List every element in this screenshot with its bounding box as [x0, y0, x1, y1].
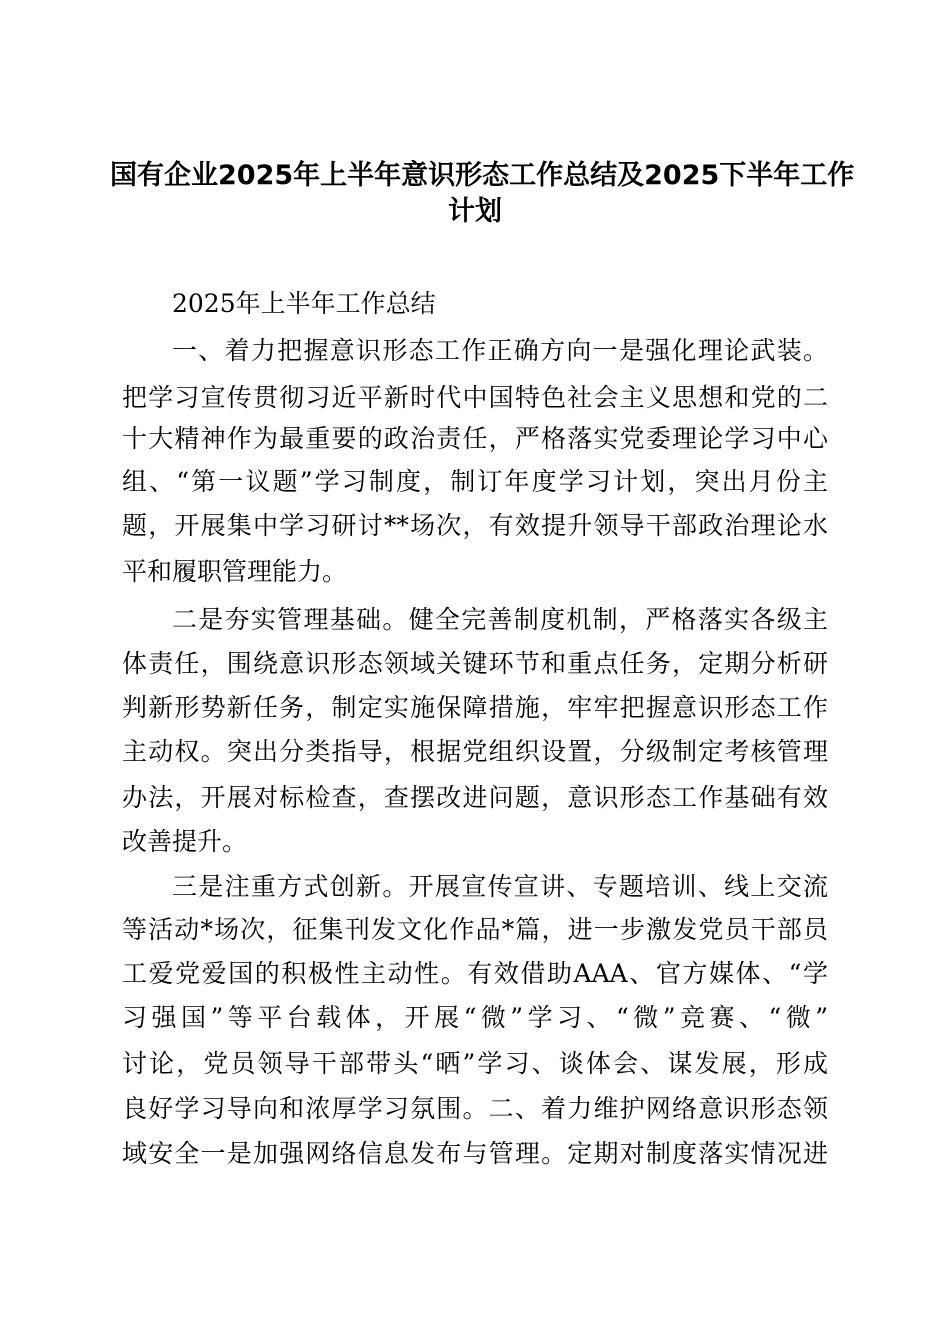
- paragraph-line: 工爱党爱国的积极性主动性。有效借助AAA、官方媒体、“学: [122, 959, 828, 988]
- paragraph-line: 办法，开展对标检查，查摆改进问题，意识形态工作基础有效: [122, 783, 828, 812]
- paragraph-line: 域安全一是加强网络信息发布与管理。定期对制度落实情况进: [122, 1139, 828, 1168]
- paragraph-line: 平和履职管理能力。: [122, 557, 348, 586]
- paragraph-line: 十大精神作为最重要的政治责任，严格落实党委理论学习中心: [122, 424, 828, 453]
- paragraph-line: 三是注重方式创新。开展宣传宣讲、专题培训、线上交流: [172, 872, 828, 901]
- section-heading: 2025年上半年工作总结: [172, 289, 436, 318]
- paragraph-line: 良好学习导向和浓厚学习氛围。二、着力维护网络意识形态领: [122, 1094, 828, 1123]
- paragraph-line: 二是夯实管理基础。健全完善制度机制，严格落实各级主: [172, 605, 828, 634]
- paragraph-line: 主动权。突出分类指导，根据党组织设置，分级制定考核管理: [122, 737, 828, 766]
- paragraph-line: 题，开展集中学习研讨**场次，有效提升领导干部政治理论水: [122, 511, 828, 540]
- paragraph-line: 习强国”等平台载体，开展“微”学习、“微”竞赛、“微”: [122, 1003, 828, 1032]
- paragraph-line: 体责任，围绕意识形态领域关键环节和重点任务，定期分析研: [122, 649, 828, 678]
- paragraph-line: 一、着力把握意识形态工作正确方向一是强化理论武装。: [172, 336, 828, 365]
- paragraph-line: 判新形势新任务，制定实施保障措施，牢牢把握意识形态工作: [122, 693, 828, 722]
- paragraph-line: 组、“第一议题”学习制度，制订年度学习计划，突出月份主: [122, 467, 828, 496]
- paragraph-line: 等活动*场次，征集刊发文化作品*篇，进一步激发党员干部员: [122, 915, 828, 944]
- paragraph-line: 把学习宣传贯彻习近平新时代中国特色社会主义思想和党的二: [122, 383, 828, 412]
- paragraph-line: 讨论，党员领导干部带头“晒”学习、谈体会、谋发展，形成: [122, 1049, 828, 1078]
- document-title-line-1: 国有企业2025年上半年意识形态工作总结及2025下半年工作: [110, 160, 855, 191]
- paragraph-line: 改善提升。: [122, 827, 248, 856]
- document-title-line-2: 计划: [448, 196, 502, 227]
